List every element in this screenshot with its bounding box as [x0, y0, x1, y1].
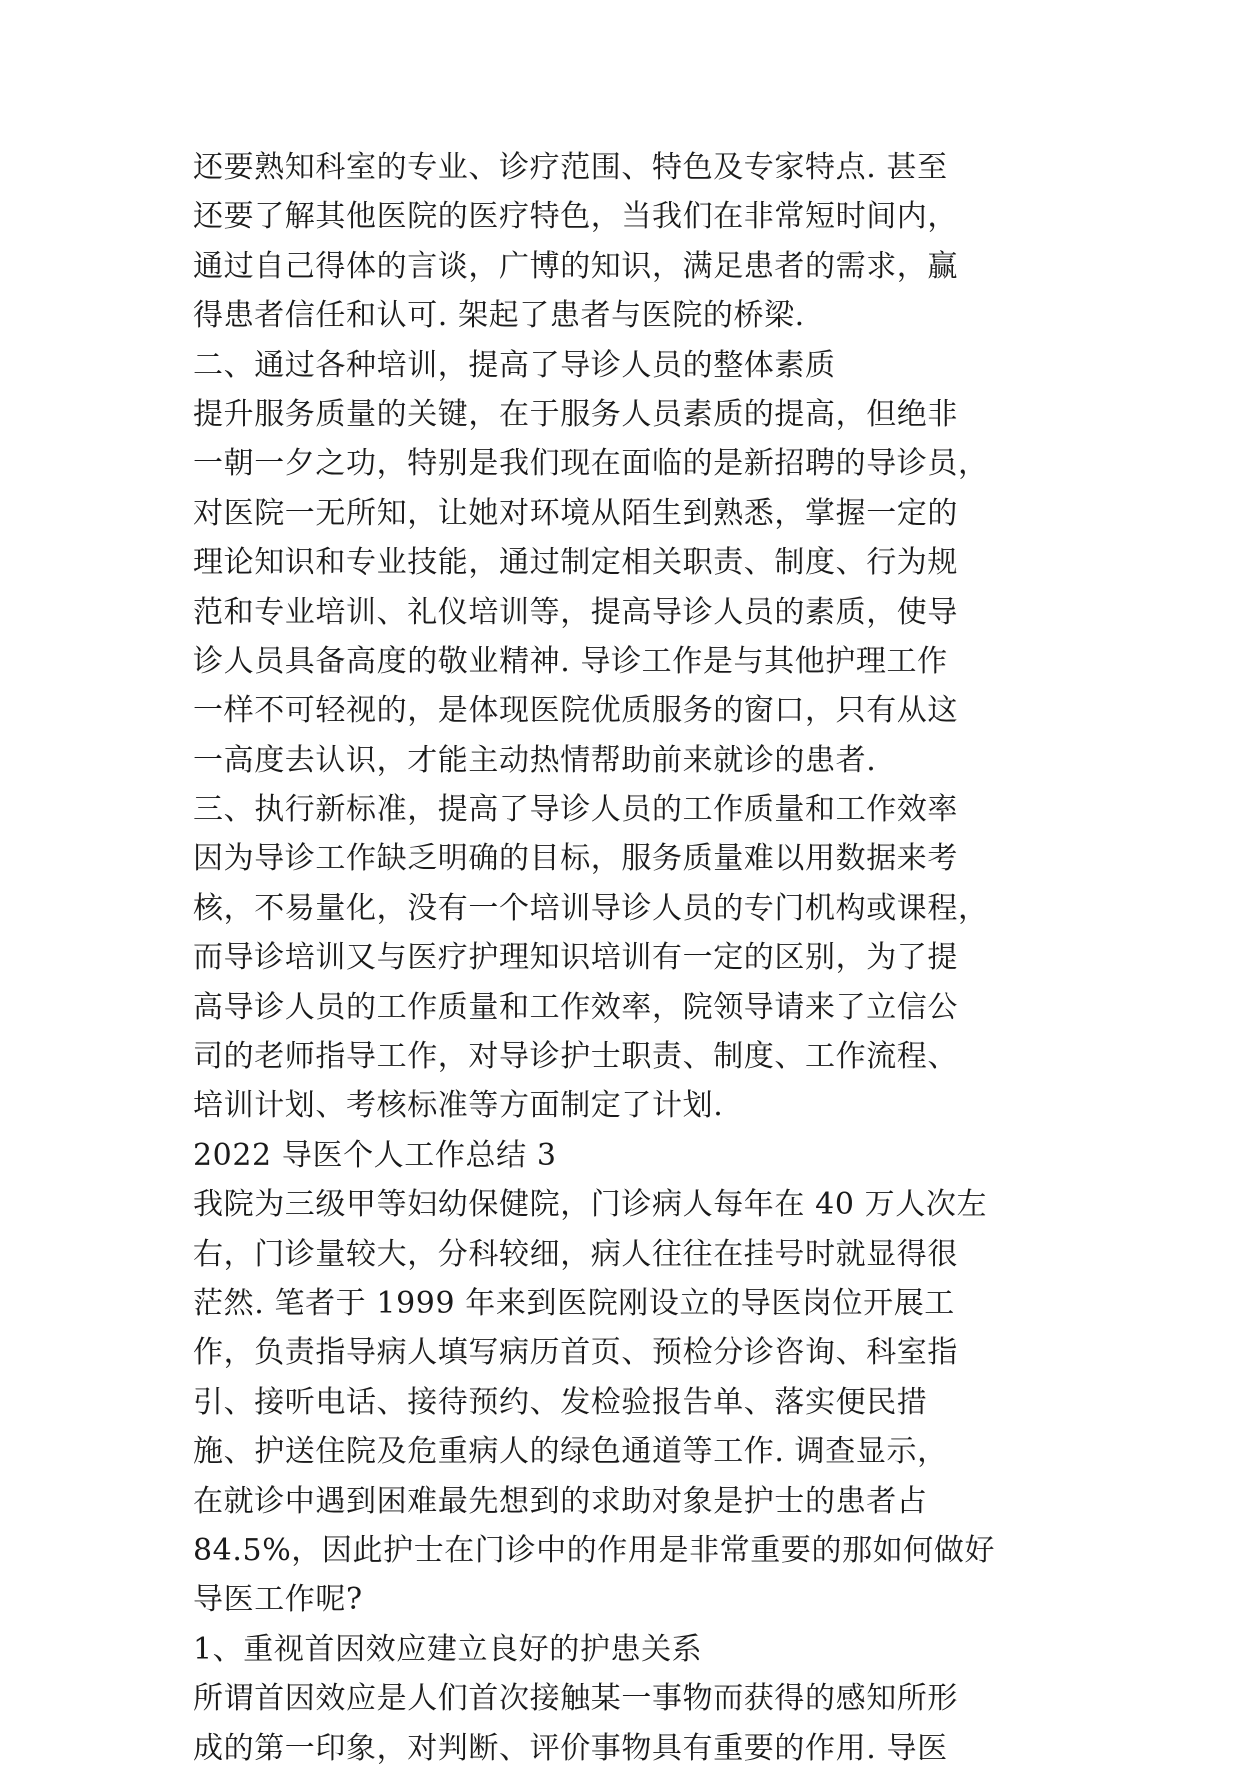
- section-heading: 二、通过各种培训，提高了导诊人员的整体素质: [193, 347, 836, 383]
- text-line: 提升服务质量的关键，在于服务人员素质的提高，但绝非: [193, 396, 958, 432]
- text-line: 理论知识和专业技能，通过制定相关职责、制度、行为规: [193, 545, 958, 581]
- text-line: 导医工作呢?: [193, 1582, 363, 1618]
- text-line: 因为导诊工作缺乏明确的目标，服务质量难以用数据来考: [193, 841, 958, 877]
- text-line: 一朝一夕之功，特别是我们现在面临的是新招聘的导诊员，: [193, 446, 989, 482]
- text-line: 得患者信任和认可. 架起了患者与医院的桥梁.: [193, 298, 805, 334]
- text-line: 而导诊培训又与医疗护理知识培训有一定的区别，为了提: [193, 940, 958, 976]
- text-line: 我院为三级甲等妇幼保健院，门诊病人每年在 40 万人次左: [193, 1187, 988, 1223]
- text-line: 一高度去认识，才能主动热情帮助前来就诊的患者.: [193, 742, 877, 778]
- document-section-title: 2022 导医个人工作总结 3: [193, 1137, 557, 1173]
- text-line: 通过自己得体的言谈，广博的知识，满足患者的需求，赢: [193, 248, 958, 284]
- text-line: 范和专业培训、礼仪培训等，提高导诊人员的素质，使导: [193, 594, 958, 630]
- document-body: [193, 143, 1063, 1773]
- text-line: 施、护送住院及危重病人的绿色通道等工作. 调查显示，: [193, 1434, 948, 1470]
- text-line: 还要熟知科室的专业、诊疗范围、特色及专家特点. 甚至: [193, 150, 948, 185]
- text-line: 对医院一无所知，让她对环境从陌生到熟悉，掌握一定的: [193, 495, 958, 531]
- text-line: 成的第一印象，对判断、评价事物具有重要的作用. 导医: [193, 1730, 948, 1766]
- text-line: 诊人员具备高度的敬业精神. 导诊工作是与其他护理工作: [193, 643, 948, 679]
- text-line: 一样不可轻视的，是体现医院优质服务的窗口，只有从这: [193, 693, 958, 729]
- text-line: 司的老师指导工作，对导诊护士职责、制度、工作流程、: [193, 1039, 958, 1075]
- section-heading: 三、执行新标准，提高了导诊人员的工作质量和工作效率: [193, 792, 958, 828]
- text-line: 培训计划、考核标准等方面制定了计划.: [193, 1088, 724, 1124]
- text-line: 引、接听电话、接待预约、发检验报告单、落实便民措: [193, 1384, 928, 1420]
- text-line: 所谓首因效应是人们首次接触某一事物而获得的感知所形: [193, 1681, 958, 1717]
- text-line: 高导诊人员的工作质量和工作效率，院领导请来了立信公: [193, 989, 958, 1025]
- section-heading: 1、重视首因效应建立良好的护患关系: [193, 1631, 703, 1667]
- text-line: 核，不易量化，没有一个培训导诊人员的专门机构或课程，: [193, 890, 989, 926]
- text-line: 作，负责指导病人填写病历首页、预检分诊咨询、科室指: [193, 1335, 958, 1371]
- text-line: 在就诊中遇到困难最先想到的求助对象是护士的患者占: [193, 1483, 928, 1519]
- text-line: 右，门诊量较大，分科较细，病人往往在挂号时就显得很: [193, 1236, 958, 1272]
- text-line: 84.5%，因此护士在门诊中的作用是非常重要的那如何做好: [193, 1532, 996, 1568]
- text-line: 茫然. 笔者于 1999 年来到医院刚设立的导医岗位开展工: [193, 1285, 955, 1321]
- text-line: 还要了解其他医院的医疗特色，当我们在非常短时间内，: [193, 199, 958, 235]
